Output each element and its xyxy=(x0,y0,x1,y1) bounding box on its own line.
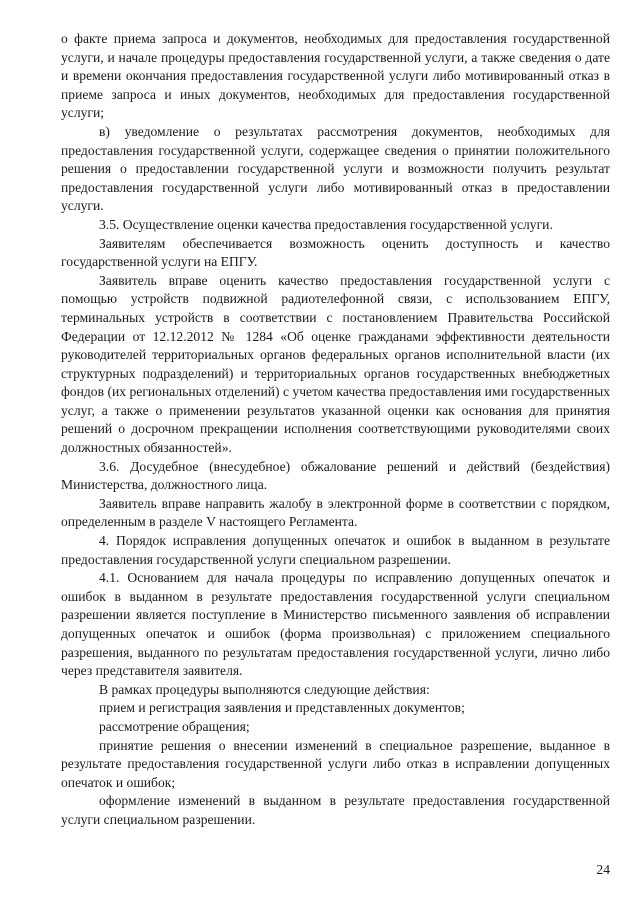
list-item: рассмотрение обращения; xyxy=(99,718,250,734)
paragraph: Заявитель вправе оценить качество предоставления государственной услуги с помощью устройств подвижной радиотелефонной связи, с использованием ЕПГУ, терминальных устройств в соответствии с постановлением Правительства Российской Федерации от 12.12.2012 № 1284 «Об оценке гражданами эффективности деятельности руководителей территориальных органов федеральных органов исполнительной власти (их структурных подразделений) и территориальных органов государственных внебюджетных фондов (их региональных отделений) с учетом качества предоставления ими государственных услуг, а также о применении результатов указанной оценки как основания для принятия решений о досрочном прекращении исполнения соответствующими руководителями своих должностных обязанностей». xyxy=(61,272,610,456)
document-page xyxy=(61,30,610,830)
paragraph-item-v: в) уведомление о результатах рассмотрения документов, необходимых для предоставления государственной услуги, содержащее сведения о принятии положительного решения о предоставлении государственной услуги и возможности получить результат предоставления государственной услуги либо мотивированный отказ в предоставлении услуги. xyxy=(61,123,610,214)
paragraph-intro-continuation: о факте приема запроса и документов, необходимых для предоставления государственной услуги, и начале процедуры предоставления государственной услуги, а также сведения о дате и времени окончания предоставления государственной услуги либо мотивированный отказ в приеме запроса и иных документов, необходимых для предоставления государственной услуги; xyxy=(61,31,610,121)
section-heading-4-1: 4.1. Основанием для начала процедуры по исправлению допущенных опечаток и ошибок в выданном в результате предоставления государственной услуги специальном разрешении является поступление в Министерство письменного заявления об исправлении допущенных опечаток и ошибок (форма произвольная) с приложением специального разрешения, выданного по результатам предоставления государственной услуги, лично либо через представителя заявителя. xyxy=(61,570,610,679)
paragraph: Заявителям обеспечивается возможность оценить доступность и качество государственной услуги на ЕПГУ. xyxy=(61,235,610,270)
section-heading-3-5: 3.5. Осуществление оценки качества предоставления государственной услуги. xyxy=(99,216,553,232)
paragraph: В рамках процедуры выполняются следующие действия: xyxy=(99,681,430,697)
list-item: принятие решения о внесении изменений в специальное разрешение, выданное в результате предоставления государственной услуги либо отказ в исправлении допущенных опечаток и ошибок; xyxy=(61,737,610,790)
section-heading-3-6: 3.6. Досудебное (внесудебное) обжалование решений и действий (бездействия) Министерства, должностного лица. xyxy=(61,458,610,493)
page-number: 24 xyxy=(596,862,610,877)
paragraph: Заявитель вправе направить жалобу в электронной форме в соответствии с порядком, определенным в разделе V настоящего Регламента. xyxy=(61,495,610,530)
list-item: прием и регистрация заявления и представленных документов; xyxy=(99,700,465,716)
section-heading-4: 4. Порядок исправления допущенных опечаток и ошибок в выданном в результате предоставления государственной услуги специальном разрешении. xyxy=(61,533,610,567)
list-item: оформление изменений в выданном в результате предоставления государственной услуги специальном разрешении. xyxy=(61,793,610,827)
